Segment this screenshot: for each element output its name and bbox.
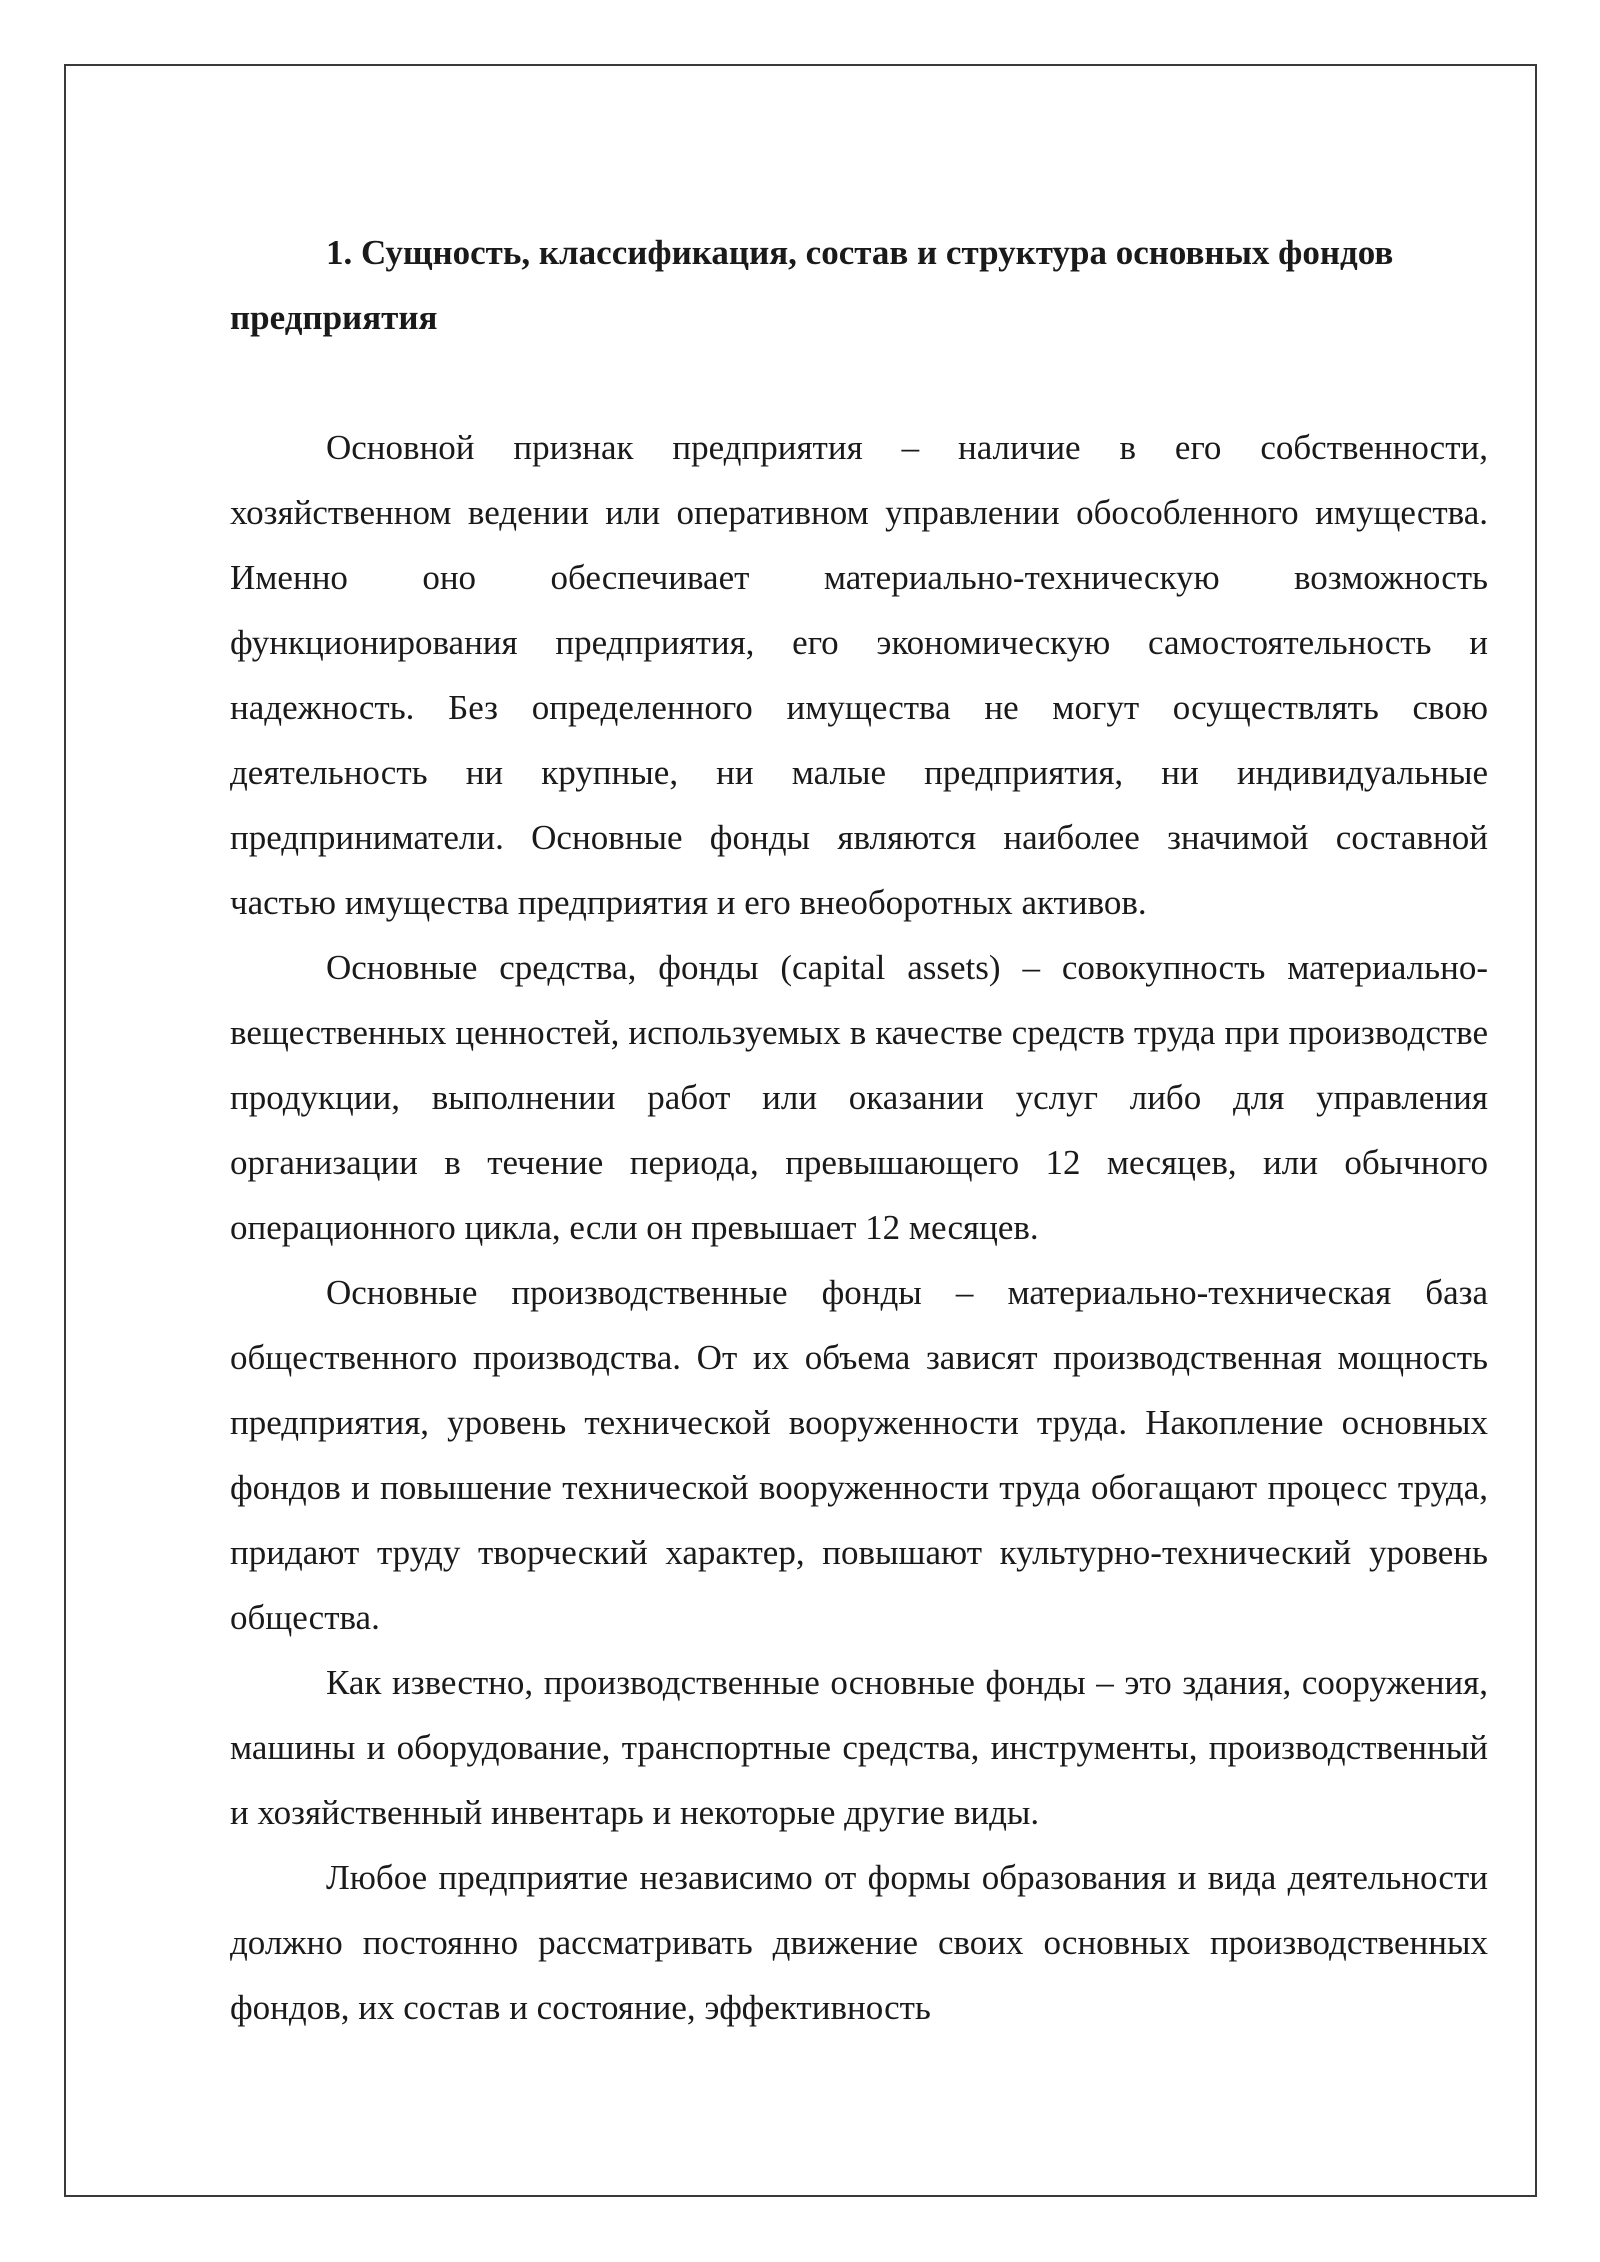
paragraph-5: Любое предприятие независимо от формы образования и вида деятельности должно постоянно рассматривать движение своих основных производственных фондов, их состав и состояние, эффективность <box>230 1858 1488 2027</box>
section-heading: 1. Сущность, классификация, состав и структура основных фондов предприятия <box>230 233 1394 337</box>
paragraph-4: Как известно, производственные основные фонды – это здания, сооружения, машины и оборудование, транспортные средства, инструменты, производственный и хозяйственный инвентарь и некоторые другие виды. <box>230 1663 1488 1832</box>
paragraph-3: Основные производственные фонды – материально-техническая база общественного производства. От их объема зависят производственная мощность предприятия, уровень технической вооруженности труда. Накопление основных фондов и повышение технической вооруженности труда обогащают процесс труда, придают труду творческий характер, повышают культурно-технический уровень общества. <box>230 1273 1488 1637</box>
paragraph-1: Основной признак предприятия – наличие в его собственности, хозяйственном ведении или оперативном управлении обособленного имущества. Именно оно обеспечивает материально-техническую возможность функционирования предприятия, его экономическую самостоятельность и надежность. Без определенного имущества не могут осуществлять свою деятельность ни крупные, ни малые предприятия, ни индивидуальные предприниматели. Основные фонды являются наиболее значимой составной частью имущества предприятия и его внеоборотных активов. <box>230 428 1488 922</box>
paragraph-2: Основные средства, фонды (capital assets) – совокупность материально-вещественных ценностей, используемых в качестве средств труда при производстве продукции, выполнении работ или оказании услуг либо для управления организации в течение периода, превышающего 12 месяцев, или обычного операционного цикла, если он превышает 12 месяцев. <box>230 948 1488 1247</box>
document-body <box>230 220 1488 2040</box>
